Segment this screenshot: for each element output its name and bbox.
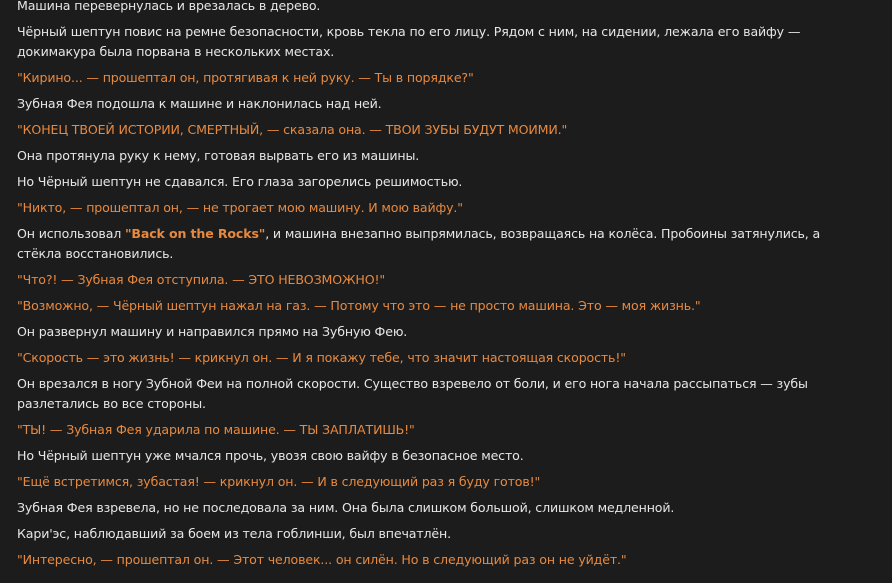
ability-name: "Back on the Rocks" xyxy=(125,226,266,241)
narration-paragraph: Зубная Фея взревела, но не последовала за ним. Она была слишком большой, слишком медленной. xyxy=(17,500,675,515)
dialogue-paragraph: "Скорость — это жизнь! — крикнул он. — И я покажу тебе, что значит настоящая скорость!" xyxy=(17,350,626,365)
dialogue-paragraph: "Кирино... — прошептал он, протягивая к ней руку. — Ты в порядке?" xyxy=(17,70,474,85)
dialogue-paragraph: "ТЫ! — Зубная Фея ударила по машине. — ТЫ ЗАПЛАТИШЬ!" xyxy=(17,422,415,437)
narration-paragraph: Она протянула руку к нему, готовая вырвать его из машины. xyxy=(17,148,420,163)
narration-paragraph: Он развернул машину и направился прямо на Зубную Фею. xyxy=(17,324,408,339)
narration-paragraph: Чёрный шептун повис на ремне безопасности, кровь текла по его лицу. Рядом с ним, на сидении, лежала его вайфу — докимакура была порвана в нескольких местах. xyxy=(17,24,801,59)
dialogue-paragraph: "Что?! — Зубная Фея отступила. — ЭТО НЕВОЗМОЖНО!" xyxy=(17,272,386,287)
dialogue-paragraph: "Никто, — прошептал он, — не трогает мою машину. И мою вайфу." xyxy=(17,200,463,215)
narration-paragraph xyxy=(17,224,845,264)
dialogue-paragraph: "Ещё встретимся, зубастая! — крикнул он. — И в следующий раз я буду готов!" xyxy=(17,474,541,489)
message-body xyxy=(17,0,845,576)
narration-paragraph: Но Чёрный шептун уже мчался прочь, увозя свою вайфу в безопасное место. xyxy=(17,448,524,463)
narration-text: Он использовал xyxy=(17,226,126,241)
narration-paragraph: Он врезался в ногу Зубной Феи на полной скорости. Существо взревело от боли, и его нога начала рассыпаться — зубы разлетались во все стороны. xyxy=(17,376,808,411)
narration-paragraph: Зубная Фея подошла к машине и наклонилась над ней. xyxy=(17,96,382,111)
dialogue-paragraph: "Возможно, — Чёрный шептун нажал на газ. — Потому что это — не просто машина. Это — моя жизнь." xyxy=(17,298,701,313)
dialogue-paragraph: "Интересно, — прошептал он. — Этот человек... он силён. Но в следующий раз он не уйдёт." xyxy=(17,552,627,567)
narration-paragraph: Но Чёрный шептун не сдавался. Его глаза загорелись решимостью. xyxy=(17,174,463,189)
narration-text: , и машина внезапно выпрямилась, возвращаясь на колёса. Пробоины затянулись, а стёкла восстановились. xyxy=(17,226,821,261)
dialogue-paragraph: "КОНЕЦ ТВОЕЙ ИСТОРИИ, СМЕРТНЫЙ, — сказала она. — ТВОИ ЗУБЫ БУДУТ МОИМИ." xyxy=(17,122,568,137)
narration-paragraph: Кари'эс, наблюдавший за боем из тела гоблинши, был впечатлён. xyxy=(17,526,451,541)
narration-paragraph: Машина перевернулась и врезалась в дерево. xyxy=(17,0,321,13)
